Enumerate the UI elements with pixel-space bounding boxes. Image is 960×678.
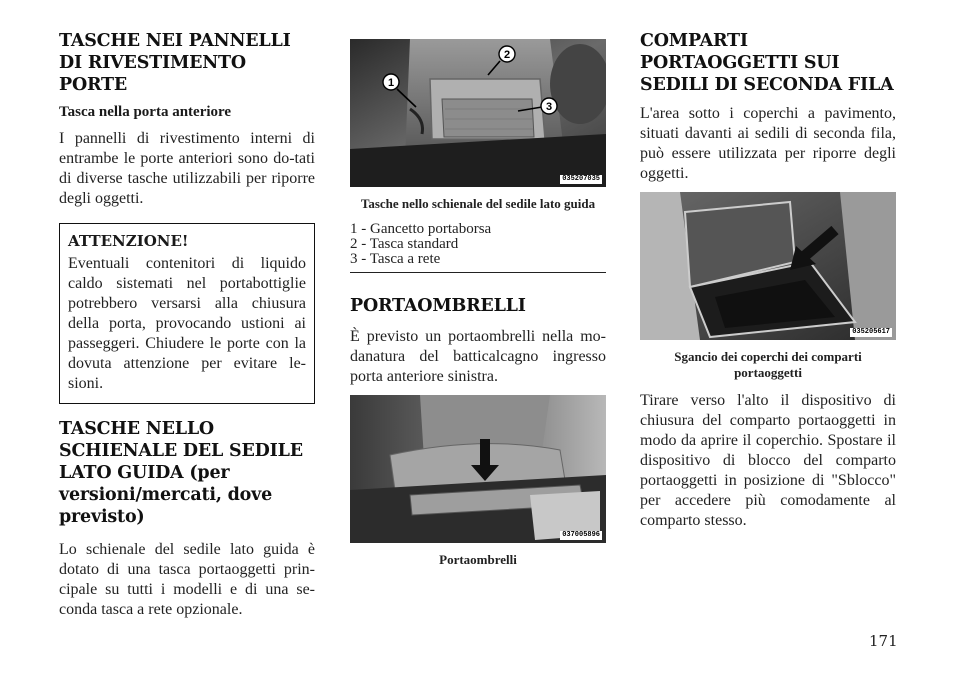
paragraph-seatback-pockets: Lo schienale del sedile lato guida è dotato di una tasca portaoggetti prin-cipale su tutti i modelli e di una se-conda tasca a rete opzionale. bbox=[59, 541, 315, 618]
paragraph-umbrella: È previsto un portaombrelli nella mo-danatura del batticalcagno ingresso porta anteriore sinistra. bbox=[350, 328, 606, 385]
figure-seatback-pockets bbox=[350, 39, 606, 187]
page-number: 171 bbox=[869, 632, 898, 650]
seatback-photo bbox=[350, 39, 606, 187]
warning-text: Eventuali contenitori di liquido caldo sistemati nel portabottiglie potrebbero versarsi alla chiusura della porta, provocando ustioni ai passeggeri. Chiudere le porte con la dovuta attenzione per evitare le-sioni. bbox=[68, 255, 306, 392]
subheading-front-door-pocket: Tasca nella porta anteriore bbox=[59, 104, 232, 120]
section-heading-seatback-pockets: TASCHE NELLO SCHIENALE DEL SEDILE LATO GUIDA (per versioni/mercati, dove previsto) bbox=[59, 419, 303, 527]
callout-2: 2 bbox=[503, 49, 511, 61]
legend-item: 3 - Tasca a rete bbox=[350, 251, 441, 267]
callout-1: 1 bbox=[387, 77, 395, 89]
paragraph-storage-instructions: Tirare verso l'alto il dispositivo di chiusura del comparto portaoggetti in modo da aprire il coperchio. Spostare il dispositivo di blocco del comparto portaoggetti in posizione di "Sblocco" per accedere più comodamente al comparto stesso. bbox=[640, 392, 896, 529]
warning-title: ATTENZIONE! bbox=[68, 232, 189, 250]
figure-code: 035207035 bbox=[562, 175, 600, 183]
warning-box bbox=[59, 223, 315, 404]
figure-legend bbox=[350, 222, 606, 267]
column-middle bbox=[350, 30, 606, 568]
storage-photo bbox=[640, 192, 896, 340]
figure-caption-umbrella: Portaombrelli bbox=[439, 552, 517, 567]
section-heading-second-row-storage: COMPARTI PORTAOGGETTI SUI SEDILI DI SECONDA FILA bbox=[640, 31, 894, 95]
section-heading-umbrella: PORTAOMBRELLI bbox=[350, 296, 526, 316]
paragraph-second-row-storage: L'area sotto i coperchi a pavimento, situati davanti ai sedili di seconda fila, può essere utilizzata per riporre degli oggetti. bbox=[640, 105, 896, 182]
figure-umbrella-holder bbox=[350, 395, 606, 543]
column-left bbox=[59, 30, 315, 620]
figure-code: 035205617 bbox=[852, 328, 890, 336]
callout-3: 3 bbox=[545, 101, 553, 113]
legend-item: 2 - Tasca standard bbox=[350, 236, 459, 252]
figure-storage-release bbox=[640, 192, 896, 340]
figure-caption-storage: Sgancio dei coperchi dei comparti portaoggetti bbox=[674, 349, 862, 380]
paragraph-door-pockets: I pannelli di rivestimento interni di entrambe le porte anteriori sono do-tati di diverse tasche utilizzabili per riporre degli oggetti. bbox=[59, 130, 315, 207]
section-heading-door-pockets: TASCHE NEI PANNELLI DI RIVESTIMENTO PORTE bbox=[59, 31, 291, 95]
legend-divider bbox=[350, 272, 606, 273]
figure-code: 037005896 bbox=[562, 531, 600, 539]
column-right bbox=[640, 30, 896, 531]
umbrella-photo bbox=[350, 395, 606, 543]
figure-caption-seatback: Tasche nello schienale del sedile lato guida bbox=[360, 196, 596, 211]
legend-item: 1 - Gancetto portaborsa bbox=[350, 221, 492, 237]
